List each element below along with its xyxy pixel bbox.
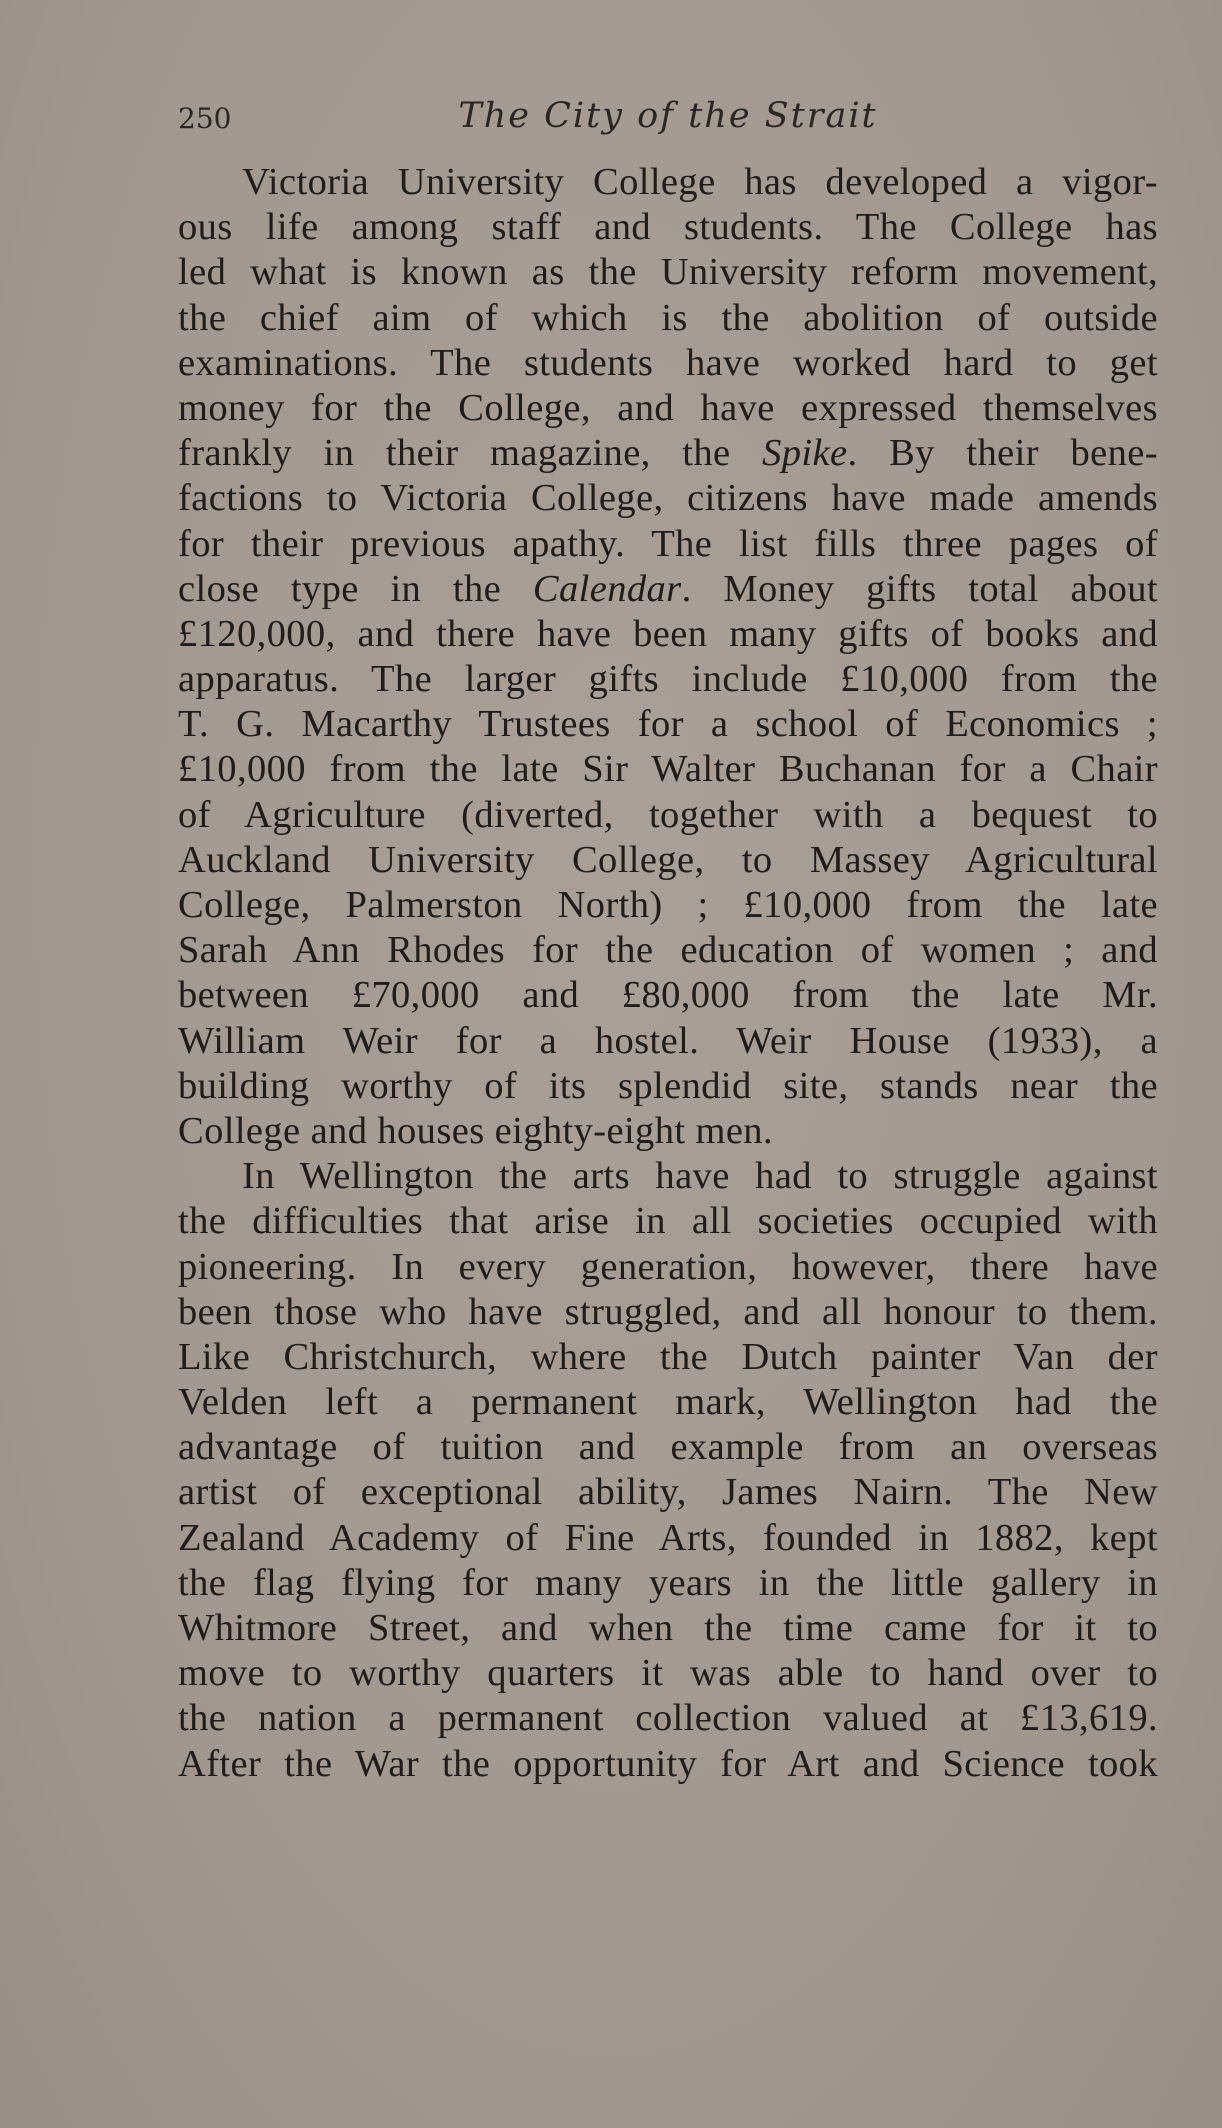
text-line bbox=[178, 160, 1158, 205]
text-line bbox=[178, 1516, 1158, 1561]
text-line bbox=[178, 883, 1158, 928]
text-line bbox=[178, 1245, 1158, 1290]
page-header bbox=[178, 96, 1158, 146]
text-segment: In Wellington the arts have had to struggle against bbox=[242, 1155, 1158, 1198]
text-line bbox=[178, 702, 1158, 747]
text-line bbox=[178, 341, 1158, 386]
text-line bbox=[178, 1742, 1158, 1787]
text-segment: £120,000, and there have been many gifts of books and bbox=[178, 612, 1158, 655]
text-segment: pioneering. In every generation, however, there have bbox=[178, 1245, 1158, 1288]
text-line bbox=[178, 612, 1158, 657]
text-line bbox=[178, 973, 1158, 1018]
text-segment: William Weir for a hostel. Weir House (1933), a bbox=[178, 1019, 1158, 1062]
text-segment: £10,000 from the late Sir Walter Buchanan for a Chair bbox=[178, 748, 1158, 791]
text-line bbox=[178, 1335, 1158, 1380]
text-line bbox=[178, 1470, 1158, 1515]
text-line bbox=[178, 1606, 1158, 1651]
text-segment: advantage of tuition and example from an overseas bbox=[178, 1426, 1158, 1469]
text-segment: College and houses eighty-eight men. bbox=[178, 1109, 773, 1152]
text-segment: Velden left a permanent mark, Wellington had the bbox=[178, 1381, 1158, 1424]
text-segment: apparatus. The larger gifts include £10,000 from the bbox=[178, 658, 1158, 701]
text-segment: Zealand Academy of Fine Arts, founded in 1882, kept bbox=[178, 1516, 1158, 1559]
text-line bbox=[178, 1199, 1158, 1244]
text-segment: Whitmore Street, and when the time came for it to bbox=[178, 1607, 1158, 1649]
text-segment: between £70,000 and £80,000 from the late Mr. bbox=[178, 974, 1158, 1017]
text-segment: of Agriculture (diverted, together with a bequest to bbox=[178, 793, 1158, 836]
text-line bbox=[178, 1154, 1158, 1199]
text-line bbox=[178, 205, 1158, 250]
text-segment: close type in the bbox=[178, 567, 533, 610]
text-segment: for their previous apathy. The list fills three pages of bbox=[178, 522, 1158, 565]
text-line bbox=[178, 386, 1158, 431]
text-segment: been those who have struggled, and all honour to them. bbox=[178, 1290, 1158, 1333]
text-line bbox=[178, 476, 1158, 521]
body-text bbox=[178, 160, 1158, 1787]
text-segment: building worthy of its splendid site, stands near the bbox=[178, 1064, 1158, 1107]
text-segment: . Money gifts total about bbox=[681, 567, 1158, 610]
text-line bbox=[178, 1019, 1158, 1064]
text-segment: Victoria University College has developed a vigor- bbox=[242, 161, 1158, 203]
text-segment: the chief aim of which is the abolition of outside bbox=[178, 296, 1158, 339]
text-line bbox=[178, 1561, 1158, 1606]
italic-title: Calendar bbox=[532, 567, 682, 610]
text-segment: . By their bene- bbox=[847, 432, 1158, 475]
text-segment: the flag flying for many years in the little gallery in bbox=[178, 1561, 1158, 1604]
text-line bbox=[178, 838, 1158, 883]
text-segment: ous life among staff and students. The College has bbox=[178, 206, 1158, 249]
text-line bbox=[178, 567, 1158, 612]
text-segment: frankly in their magazine, the bbox=[178, 432, 763, 475]
text-segment: led what is known as the University reform movement, bbox=[178, 251, 1158, 294]
text-segment: move to worthy quarters it was able to hand over to bbox=[178, 1652, 1158, 1695]
running-title: The City of the Strait bbox=[458, 96, 878, 136]
text-line bbox=[178, 431, 1158, 476]
text-segment: T. G. Macarthy Trustees for a school of Economics ; bbox=[178, 703, 1158, 746]
text-line bbox=[178, 747, 1158, 792]
text-segment: money for the College, and have expressed themselves bbox=[178, 386, 1158, 429]
text-line bbox=[178, 1696, 1158, 1741]
text-segment: artist of exceptional ability, James Nairn. The New bbox=[178, 1471, 1158, 1514]
text-line bbox=[178, 1380, 1158, 1425]
text-line bbox=[178, 250, 1158, 295]
italic-title: Spike bbox=[762, 432, 848, 475]
text-segment: factions to Victoria College, citizens have made amends bbox=[178, 477, 1158, 520]
text-line bbox=[178, 657, 1158, 702]
text-line bbox=[178, 296, 1158, 341]
text-line bbox=[178, 1064, 1158, 1109]
text-segment: College, Palmerston North) ; £10,000 from the late bbox=[178, 884, 1158, 926]
text-segment: After the War the opportunity for Art and Science took bbox=[178, 1742, 1158, 1785]
text-line bbox=[178, 1651, 1158, 1696]
text-line bbox=[178, 1290, 1158, 1335]
text-segment: the nation a permanent collection valued at £13,619. bbox=[178, 1697, 1158, 1740]
text-segment: Sarah Ann Rhodes for the education of women ; and bbox=[178, 929, 1158, 972]
text-segment: the difficulties that arise in all societies occupied with bbox=[178, 1200, 1158, 1243]
text-line bbox=[178, 1425, 1158, 1470]
text-line bbox=[178, 1109, 1158, 1154]
text-segment: Like Christchurch, where the Dutch painter Van der bbox=[178, 1335, 1158, 1378]
text-segment: Auckland University College, to Massey Agricultural bbox=[178, 838, 1158, 881]
text-line bbox=[178, 928, 1158, 973]
text-line bbox=[178, 793, 1158, 838]
page-number: 250 bbox=[178, 102, 232, 135]
text-segment: examinations. The students have worked hard to get bbox=[178, 341, 1158, 384]
text-line bbox=[178, 522, 1158, 567]
